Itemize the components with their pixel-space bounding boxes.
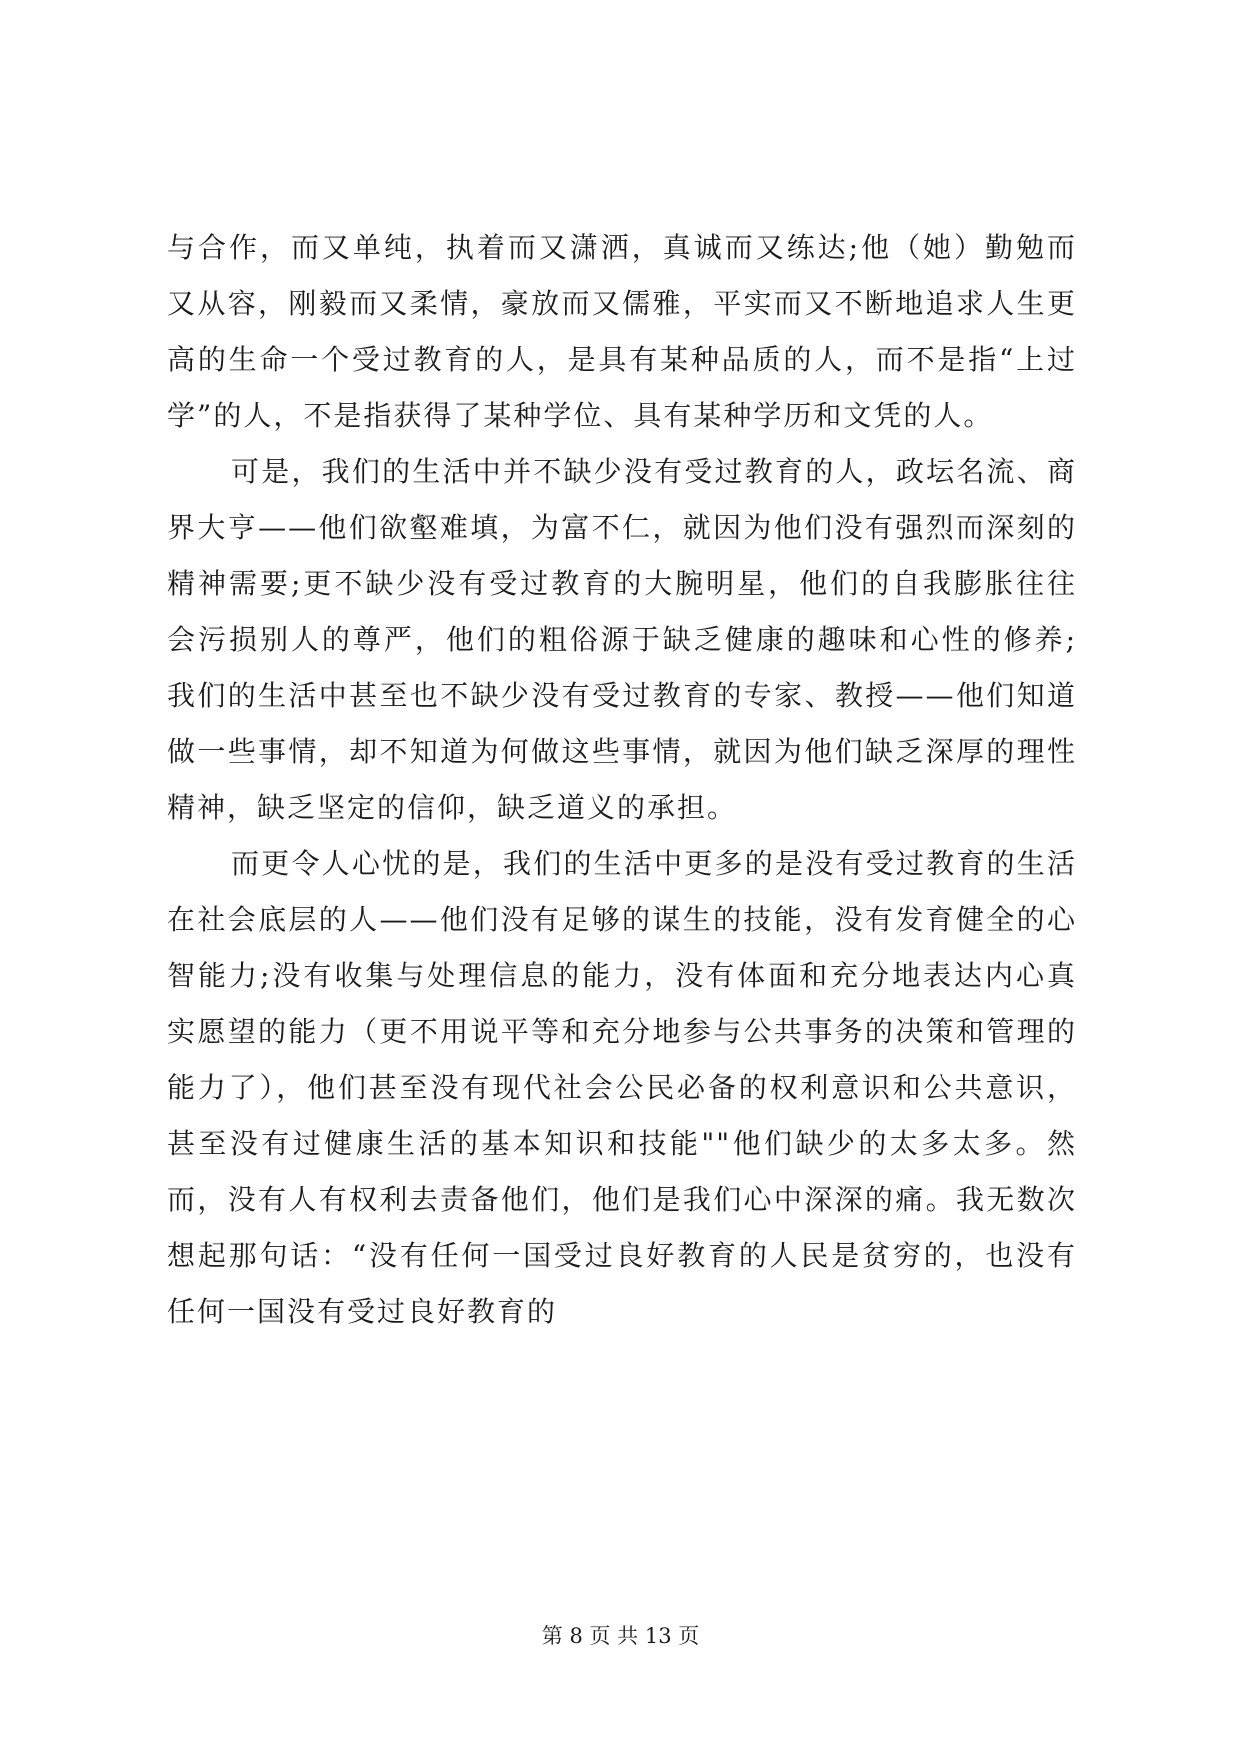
page-number-footer: 第 8 页 共 13 页: [541, 1624, 700, 1648]
body-text: [167, 220, 1077, 1340]
paragraph-3: 而更令人心忧的是，我们的生活中更多的是没有受过教育的生活在社会底层的人——他们没有足够的谋生的技能，没有发育健全的心智能力;没有收集与处理信息的能力，没有体面和充分地表达内心真实愿望的能力（更不用说平等和充分地参与公共事务的决策和管理的能力了），他们甚至没有现代社会公民必备的权利意识和公共意识，甚至没有过健康生活的基本知识和技能""他们缺少的太多太多。然而，没有人有权利去责备他们，他们是我们心中深深的痛。我无数次想起那句话：“没有任何一国受过良好教育的人民是贫穷的，也没有任何一国没有受过良好教育的: [167, 847, 1077, 1328]
paragraph-2: 可是，我们的生活中并不缺少没有受过教育的人，政坛名流、商界大亨——他们欲壑难填，为富不仁，就因为他们没有强烈而深刻的精神需要;更不缺少没有受过教育的大腕明星，他们的自我膨胀往往会污损别人的尊严，他们的粗俗源于缺乏健康的趣味和心性的修养;我们的生活中甚至也不缺少没有受过教育的专家、教授——他们知道做一些事情，却不知道为何做这些事情，就因为他们缺乏深厚的理性精神，缺乏坚定的信仰，缺乏道义的承担。: [167, 455, 1077, 824]
paragraph-1: 与合作，而又单纯，执着而又潇洒，真诚而又练达;他（她）勤勉而又从容，刚毅而又柔情，豪放而又儒雅，平实而又不断地追求人生更高的生命一个受过教育的人，是具有某种品质的人，而不是指“上过学”的人，不是指获得了某种学位、具有某种学历和文凭的人。: [167, 231, 1077, 432]
